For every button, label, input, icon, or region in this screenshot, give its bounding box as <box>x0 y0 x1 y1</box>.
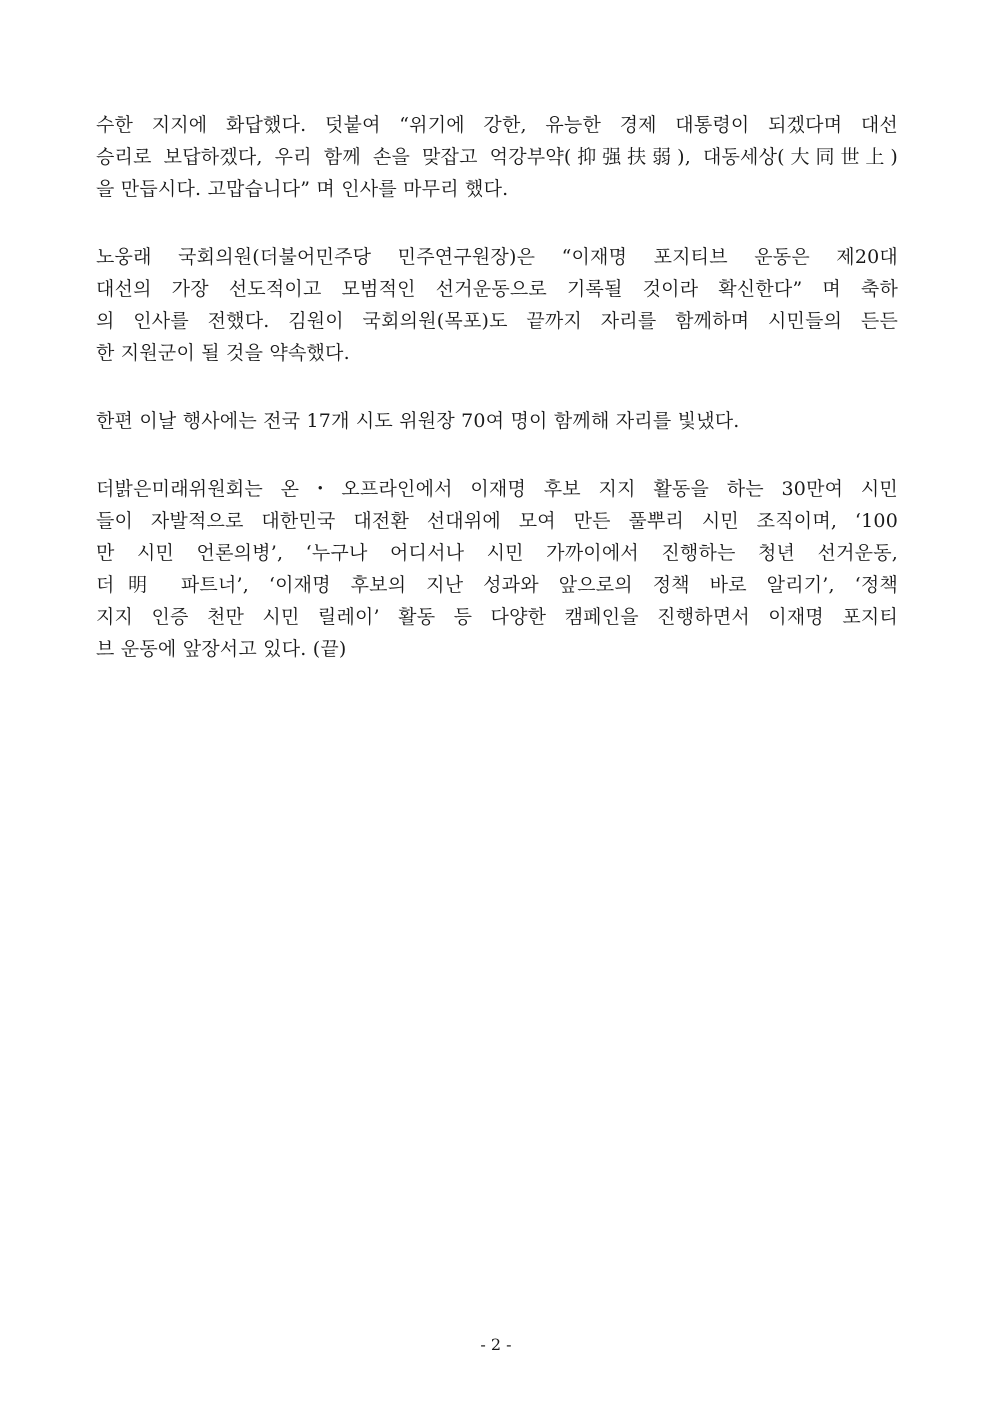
document-body <box>96 109 898 701</box>
text-line: 대선의 가장 선도적이고 모범적인 선거운동으로 기록될 것이라 확신한다” 며 축하 <box>96 278 898 300</box>
text-line: 들이 자발적으로 대한민국 대전환 선대위에 모여 만든 풀뿌리 시민 조직이며, ‘100 <box>96 510 898 532</box>
text-line: 더明 파트너’, ‘이재명 후보의 지난 성과와 앞으로의 정책 바로 알리기’, ‘정책 <box>96 574 898 596</box>
text-line: 수한 지지에 화답했다. 덧붙여 “위기에 강한, 유능한 경제 대통령이 되겠다며 대선 <box>96 114 898 136</box>
text-line: 만 시민 언론의병’, ‘누구나 어디서나 시민 가까이에서 진행하는 청년 선거운동, <box>96 542 898 564</box>
text-line: 브 운동에 앞장서고 있다. (끝) <box>96 638 347 660</box>
text-line: 승리로 보답하겠다, 우리 함께 손을 맞잡고 억강부약(抑强扶弱), 대동세상(大同世上) <box>96 146 898 168</box>
page-number: - 2 - <box>480 1335 512 1354</box>
text-line: 의 인사를 전했다. 김원이 국회의원(목포)도 끝까지 자리를 함께하며 시민들의 든든 <box>96 310 898 332</box>
text-line: 더밝은미래위원회는 온・오프라인에서 이재명 후보 지지 활동을 하는 30만여 시민 <box>96 478 898 500</box>
text-line: 지지 인증 천만 시민 릴레이’ 활동 등 다양한 캠페인을 진행하면서 이재명 포지티 <box>96 606 898 628</box>
text-line: 한 지원군이 될 것을 약속했다. <box>96 342 350 364</box>
text-line: 을 만듭시다. 고맙습니다” 며 인사를 마무리 했다. <box>96 178 509 200</box>
paragraph-2 <box>96 241 898 369</box>
text-line: 한편 이날 행사에는 전국 17개 시도 위원장 70여 명이 함께해 자리를 빛냈다. <box>96 410 740 432</box>
paragraph-4 <box>96 473 898 665</box>
text-line: 노웅래 국회의원(더불어민주당 민주연구원장)은 “이재명 포지티브 운동은 제20대 <box>96 246 898 268</box>
paragraph-3 <box>96 405 898 437</box>
paragraph-1 <box>96 109 898 205</box>
